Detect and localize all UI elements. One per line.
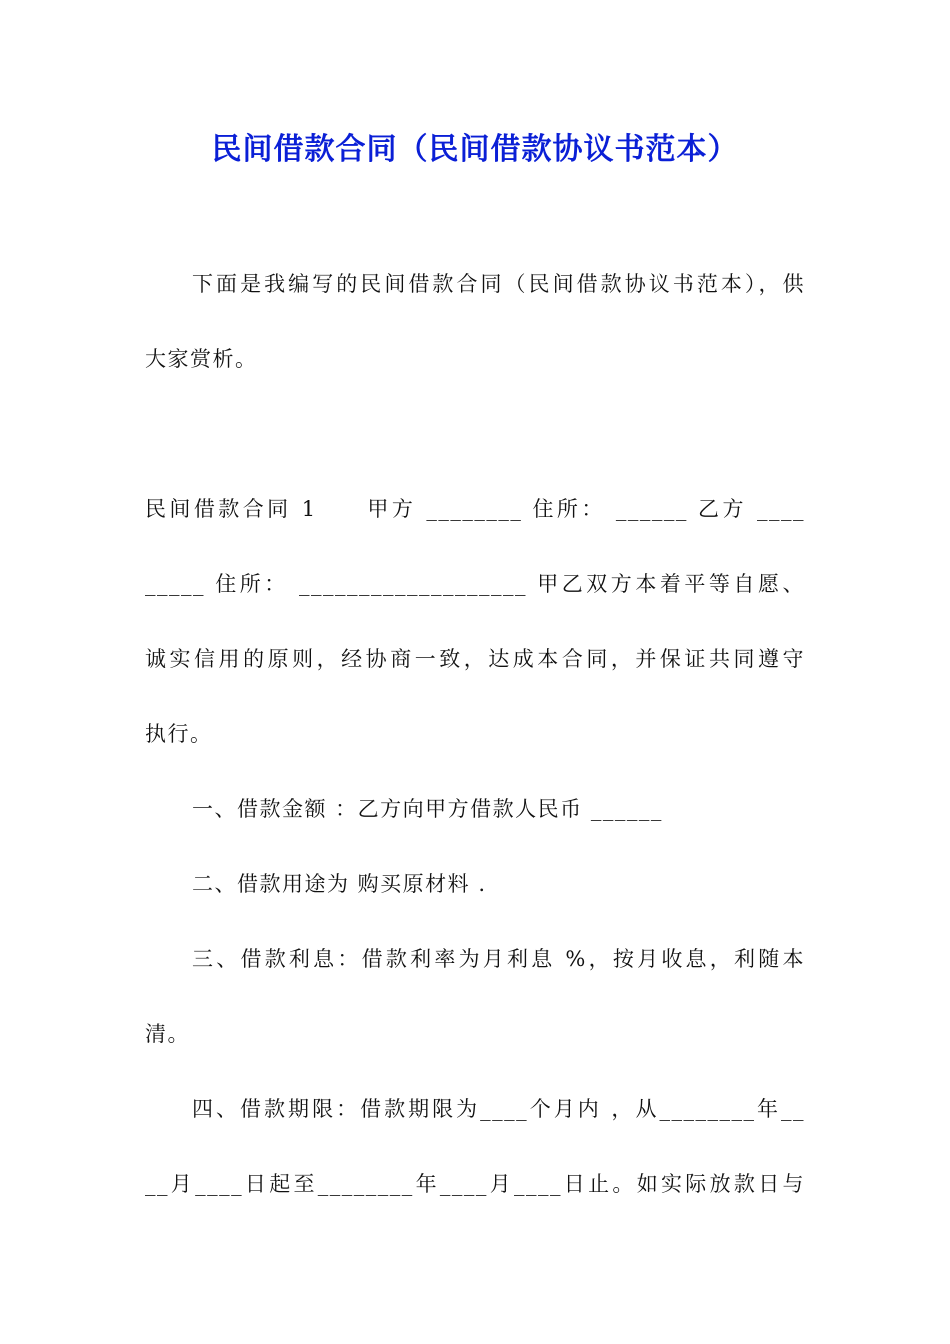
contract-header-line: 民间借款合同 1 甲方 ________ 住所： ______ 乙方 ____ (145, 497, 805, 521)
clause-term: 四、借款期限：借款期限为____个月内 ，从________年__ (192, 1097, 805, 1121)
contract-parties-line: _____ 住所： ___________________ 甲乙双方本着平等自愿、 (145, 572, 805, 596)
contract-principle-line: 诚实信用的原则，经协商一致，达成本合同，并保证共同遵守 (145, 647, 805, 671)
clause-term-continued: __月____日起至________年____月____日止。如实际放款日与 (145, 1172, 805, 1196)
clause-interest: 三、借款利息：借款利率为月利息 %，按月收息，利随本 (192, 947, 805, 971)
document-title: 民间借款合同（民间借款协议书范本） (211, 132, 739, 167)
contract-principle-end: 执行。 (145, 722, 213, 746)
clause-amount: 一、借款金额 ：乙方向甲方借款人民币 ______ (192, 797, 663, 821)
clause-interest-end: 清。 (145, 1022, 190, 1046)
intro-line-1: 下面是我编写的民间借款合同（民间借款协议书范本），供 (192, 272, 805, 296)
clause-purpose: 二、借款用途为 购买原材料 . (192, 872, 487, 896)
intro-line-2: 大家赏析。 (145, 347, 258, 371)
